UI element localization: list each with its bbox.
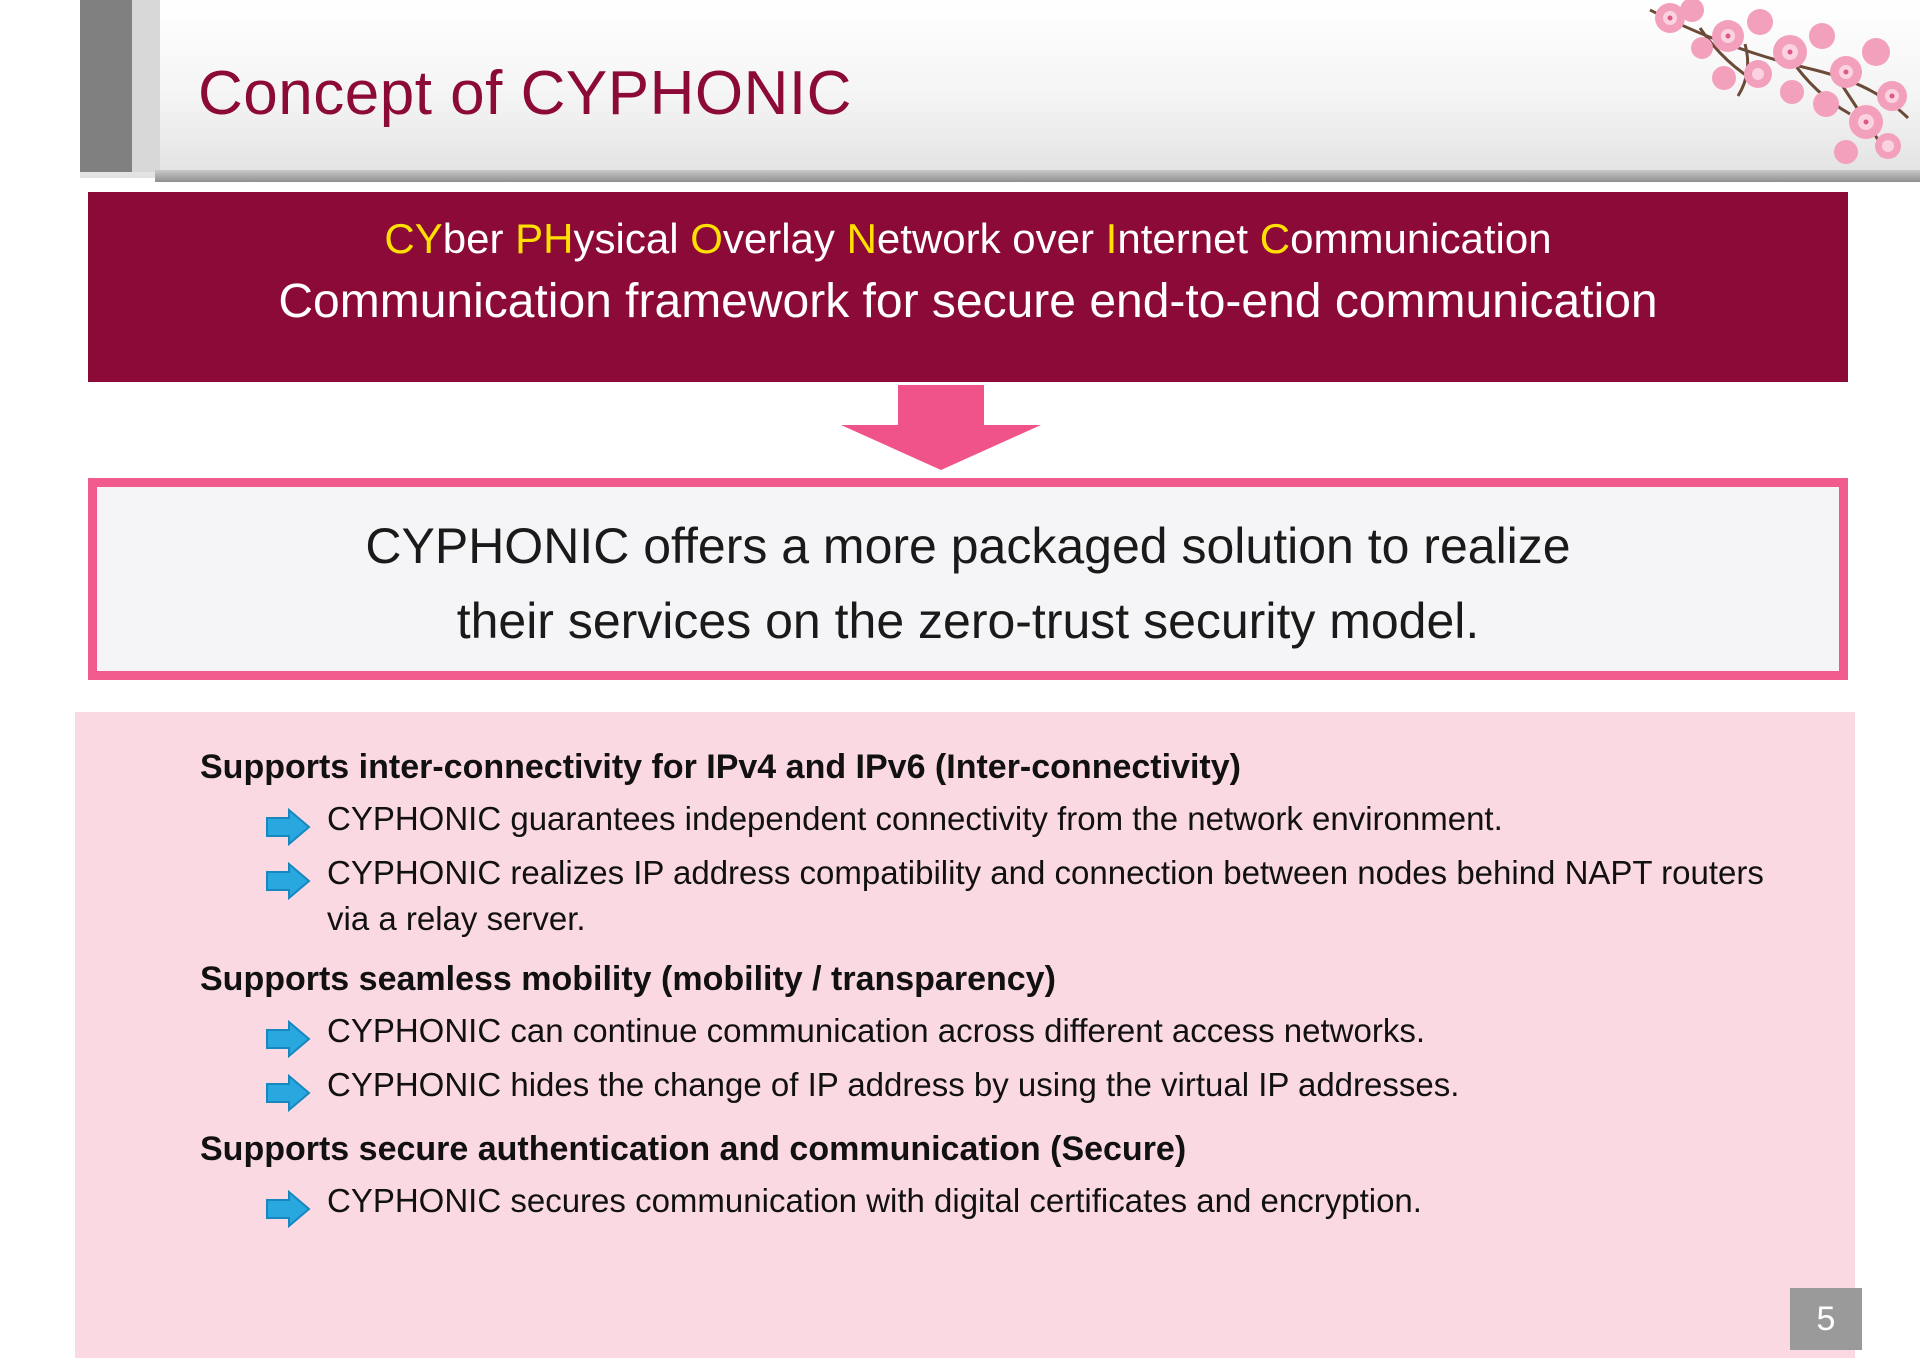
- features-panel: [75, 712, 1855, 1358]
- key-message-line-1: CYPHONIC offers a more packaged solution to realize: [365, 518, 1571, 574]
- list-item: [265, 1008, 1815, 1058]
- list-item-text: CYPHONIC hides the change of IP address by using the virtual IP addresses.: [327, 1066, 1460, 1103]
- title-accent-block-light: [132, 0, 160, 172]
- title-accent-block-dark: [80, 0, 132, 172]
- section-heading-mobility: Supports seamless mobility (mobility / transparency): [200, 960, 1056, 998]
- list-item-text: CYPHONIC can continue communication across different access networks.: [327, 1012, 1426, 1049]
- list-item: [265, 1062, 1815, 1112]
- list-item-text: CYPHONIC guarantees independent connectivity from the network environment.: [327, 800, 1503, 837]
- acronym-rest-cy: ber: [442, 215, 516, 262]
- key-message-box: [88, 478, 1848, 680]
- pink-arrow-down-icon: [836, 385, 1046, 470]
- acronym-expansion: [88, 210, 1848, 268]
- acronym-rest-n: etwork over: [876, 215, 1106, 262]
- blue-arrow-right-icon: [265, 1020, 311, 1058]
- list-item: [265, 850, 1815, 942]
- acronym-hl-cy: CY: [384, 215, 443, 262]
- section-heading-secure: Supports secure authentication and communication (Secure): [200, 1130, 1187, 1168]
- list-item: [265, 796, 1815, 846]
- blue-arrow-right-icon: [265, 1074, 311, 1112]
- section-heading-inter-connectivity: Supports inter-connectivity for IPv4 and IPv6 (Inter-connectivity): [200, 748, 1241, 786]
- page-number: 5: [1790, 1288, 1862, 1350]
- slide-title-bar: [0, 0, 1920, 182]
- blue-arrow-right-icon: [265, 808, 311, 846]
- list-item-text: CYPHONIC secures communication with digital certificates and encryption.: [327, 1182, 1422, 1219]
- list-item: [265, 1178, 1815, 1228]
- blue-arrow-right-icon: [265, 862, 311, 900]
- acronym-hl-i: I: [1105, 215, 1118, 262]
- banner-subtitle: Communication framework for secure end-to-end communication: [278, 275, 1658, 328]
- blue-arrow-right-icon: [265, 1190, 311, 1228]
- acronym-rest-o: verlay: [722, 215, 847, 262]
- acronym-rest-i: nternet: [1117, 215, 1260, 262]
- acronym-hl-n: N: [846, 215, 877, 262]
- acronym-hl-ph: PH: [515, 215, 574, 262]
- acronym-hl-c: C: [1259, 215, 1291, 262]
- acronym-rest-c: ommunication: [1290, 215, 1552, 262]
- acronym-hl-o: O: [690, 215, 723, 262]
- page-title: Concept of CYPHONIC: [198, 59, 852, 128]
- title-underline: [155, 170, 1920, 182]
- acronym-rest-ph: ysical: [573, 215, 691, 262]
- key-message-line-2: their services on the zero-trust security model.: [456, 593, 1480, 649]
- list-item-text: CYPHONIC realizes IP address compatibility and connection between nodes behind NAPT routers via a relay server.: [327, 854, 1764, 937]
- concept-banner: [88, 192, 1848, 382]
